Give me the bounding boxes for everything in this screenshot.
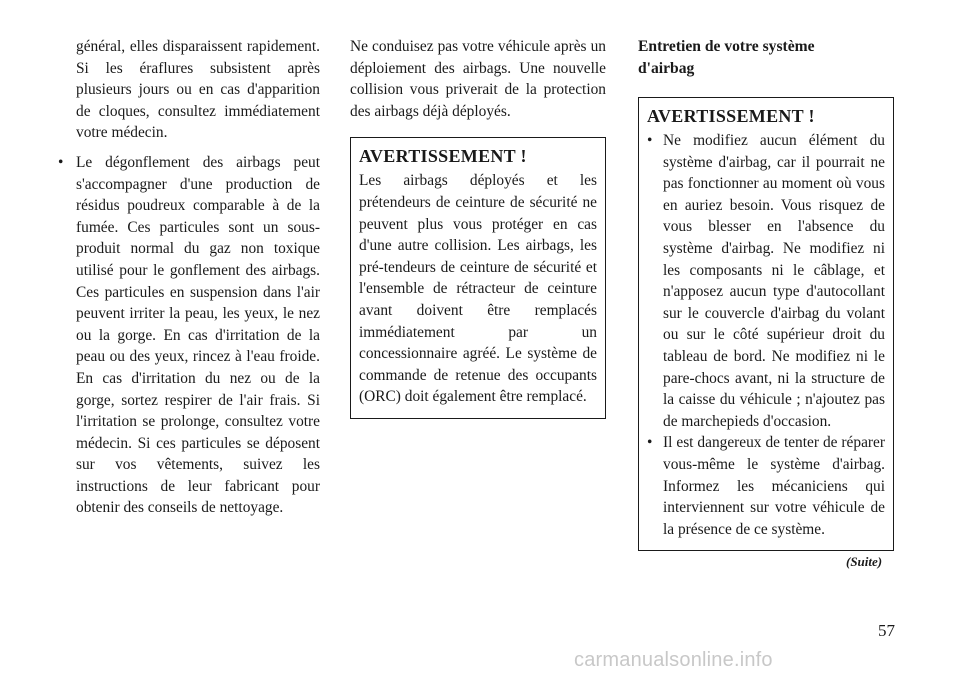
warning-title: AVERTISSEMENT ! [359,146,527,167]
warning-text: Les airbags déployés et les prétendeurs de ceinture de sécurité ne peuvent plus vous protéger en cas d'une autre collision. Les airbags, les pré-tendeurs de ceinture de sécurité et l'ensemble de rétracteur de ceinture avant doivent être remplacés immédiatement par un concessionnaire agréé. Le système de commande de retenue des occupants (ORC) doit également être remplacé. [359,172,597,406]
column-left [58,36,320,519]
warning-list [647,130,885,540]
watermark: carmanualsonline.info [574,649,773,671]
continued-paragraph: général, elles disparaissent rapidement. Si les éraflures subsistent après plusieurs jours ou en cas d'apparition de cloques, consultez immédiatement votre médecin. [76,38,320,142]
warning-box [638,97,894,551]
column-right [638,36,894,551]
list-item: • Le dégonflement des airbags peut s'accompagner d'une production de résidus poudreux comparable à de la fumée. Ces particules sont un sous-produit normal du gaz non toxique utilisé pour le gonflement des airbags. Ces particules en suspension dans l'air peuvent irriter la peau, les yeux, le nez ou la gorge. En cas d'irritation de la peau ou des yeux, rincez à l'eau froide. En cas d'irritation du nez ou de la gorge, sortez respirer de l'air frais. Si l'irritation se prolonge, consultez votre médecin. Si ces particules se déposent sur vos vêtements, suivez les instructions de leur fabricant pour obtenir des conseils de nettoyage. [58,152,320,519]
list-item: • Ne modifiez aucun élément du système d'airbag, car il pourrait ne pas fonctionner au moment où vous en auriez besoin. Vous risquez de vous blesser en l'absence du système d'airbag. Ne modifiez ni les composants ni le câblage, et n'apposez aucun type d'autocollant sur le couvercle d'airbag du volant ou sur le côté supérieur droit du tableau de bord. Ne modifiez ni le pare-chocs avant, ni la structure de la caisse du véhicule ; n'ajoutez pas de marchepieds d'occasion. [647,130,885,432]
body-paragraph: Ne conduisez pas votre véhicule après un déploiement des airbags. Une nouvelle collision vous priverait de la protection des airbags déjà déployés. [350,38,606,120]
warning-title: AVERTISSEMENT ! [647,106,815,126]
bullet-list [58,152,320,519]
list-item: • Il est dangereux de tenter de réparer vous-même le système d'airbag. Informez les mécaniciens qui interviennent sur votre véhicule de la présence de ce système. [647,432,885,540]
section-heading [638,36,894,80]
warning-box [350,137,606,419]
column-middle [350,36,606,419]
section-heading-line: d'airbag [638,60,695,77]
page-number: 57 [878,621,895,640]
continued-label: (Suite) [846,554,883,569]
section-heading-line: Entretien de votre système [638,38,815,55]
